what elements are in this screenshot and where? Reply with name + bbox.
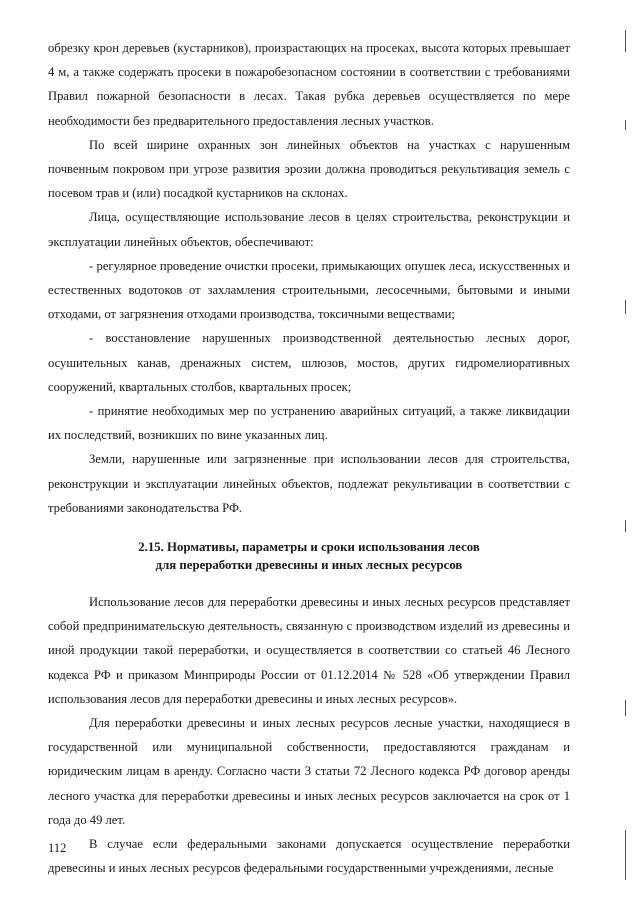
section-paragraph-federal: В случае если федеральными законами допускается осуществление переработки древесины и иных лесных ресурсов федеральными государственными учреждениями, лесные <box>48 837 570 876</box>
paragraph-continuation: обрезку крон деревьев (кустарников), произрастающих на просеках, высота которых превышает 4 м, а также содержать просеки в пожаробезопасном состоянии в соответствии с требованиями Правил пожарной безопасности в лесах. Такая рубка деревьев осуществляется по мере необходимости без предварительного предоставления лесных участков. <box>48 41 570 128</box>
list-item-cleaning: - регулярное проведение очистки просеки, примыкающих опушек леса, искусственных и естественных водотоков от захламления строительными, лесосечными, бытовыми и иными отходами, от загрязнения отходами производства, токсичными веществами; <box>48 258 570 322</box>
scan-edge-mark <box>625 520 626 532</box>
list-item-restoration: - восстановление нарушенных производственной деятельностью лесных дорог, осушительных канав, дренажных систем, шлюзов, мостов, других гидромелиоративных сооружений, квартальных столбов, квартальных просек; <box>48 331 570 394</box>
paragraph-recultivation: По всей ширине охранных зон линейных объектов на участках с нарушенным почвенным покровом при угрозе развития эрозии должна проводиться рекультивация земель с посевом трав и (или) посадкой кустарников на склонах. <box>48 137 570 201</box>
paragraph-disturbed-lands: Земли, нарушенные или загрязненные при использовании лесов для строительства, реконструкции и эксплуатации линейных объектов, подлежат рекультивации в соответствии с требованиями законодательства РФ. <box>48 452 570 515</box>
section-paragraph-lease: Для переработки древесины и иных лесных ресурсов лесные участки, находящиеся в государственной или муниципальной собственности, предоставляются гражданам и юридическим лицам в аренду. Согласно части 3 статьи 72 Лесного кодекса РФ договор аренды лесного участка для переработки древесины и иных лесных ресурсов заключается на срок от 1 года до 49 лет. <box>48 716 570 827</box>
scan-edge-mark <box>625 30 626 52</box>
scan-edge-mark <box>625 830 626 880</box>
paragraph-obligations-intro: Лица, осуществляющие использование лесов в целях строительства, реконструкции и эксплуатации линейных объектов, обеспечивают: <box>48 210 570 249</box>
section-heading <box>48 538 570 574</box>
scan-edge-mark <box>625 300 626 314</box>
section-heading-line-1: 2.15. Нормативы, параметры и сроки использования лесов <box>138 540 480 555</box>
list-item-emergency: - принятие необходимых мер по устранению аварийных ситуаций, а также ликвидации их последствий, возникших по вине указанных лиц. <box>48 404 570 443</box>
section-heading-line-2: для переработки древесины и иных лесных ресурсов <box>155 558 463 573</box>
section-paragraph-definition: Использование лесов для переработки древесины и иных лесных ресурсов представляет собой предпринимательскую деятельность, связанную с производством изделий из древесины и иной продукции такой переработки, и осуществляется в соответствии со статьей 46 Лесного кодекса РФ и приказом Минприроды России от 01.12.2014 № 528 «Об утверждении Правил использования лесов для переработки древесины и иных лесных ресурсов». <box>48 595 570 706</box>
scan-edge-mark <box>625 700 626 716</box>
scan-edge-mark <box>625 120 626 130</box>
page-number: 112 <box>48 841 67 855</box>
body-text <box>48 36 570 881</box>
